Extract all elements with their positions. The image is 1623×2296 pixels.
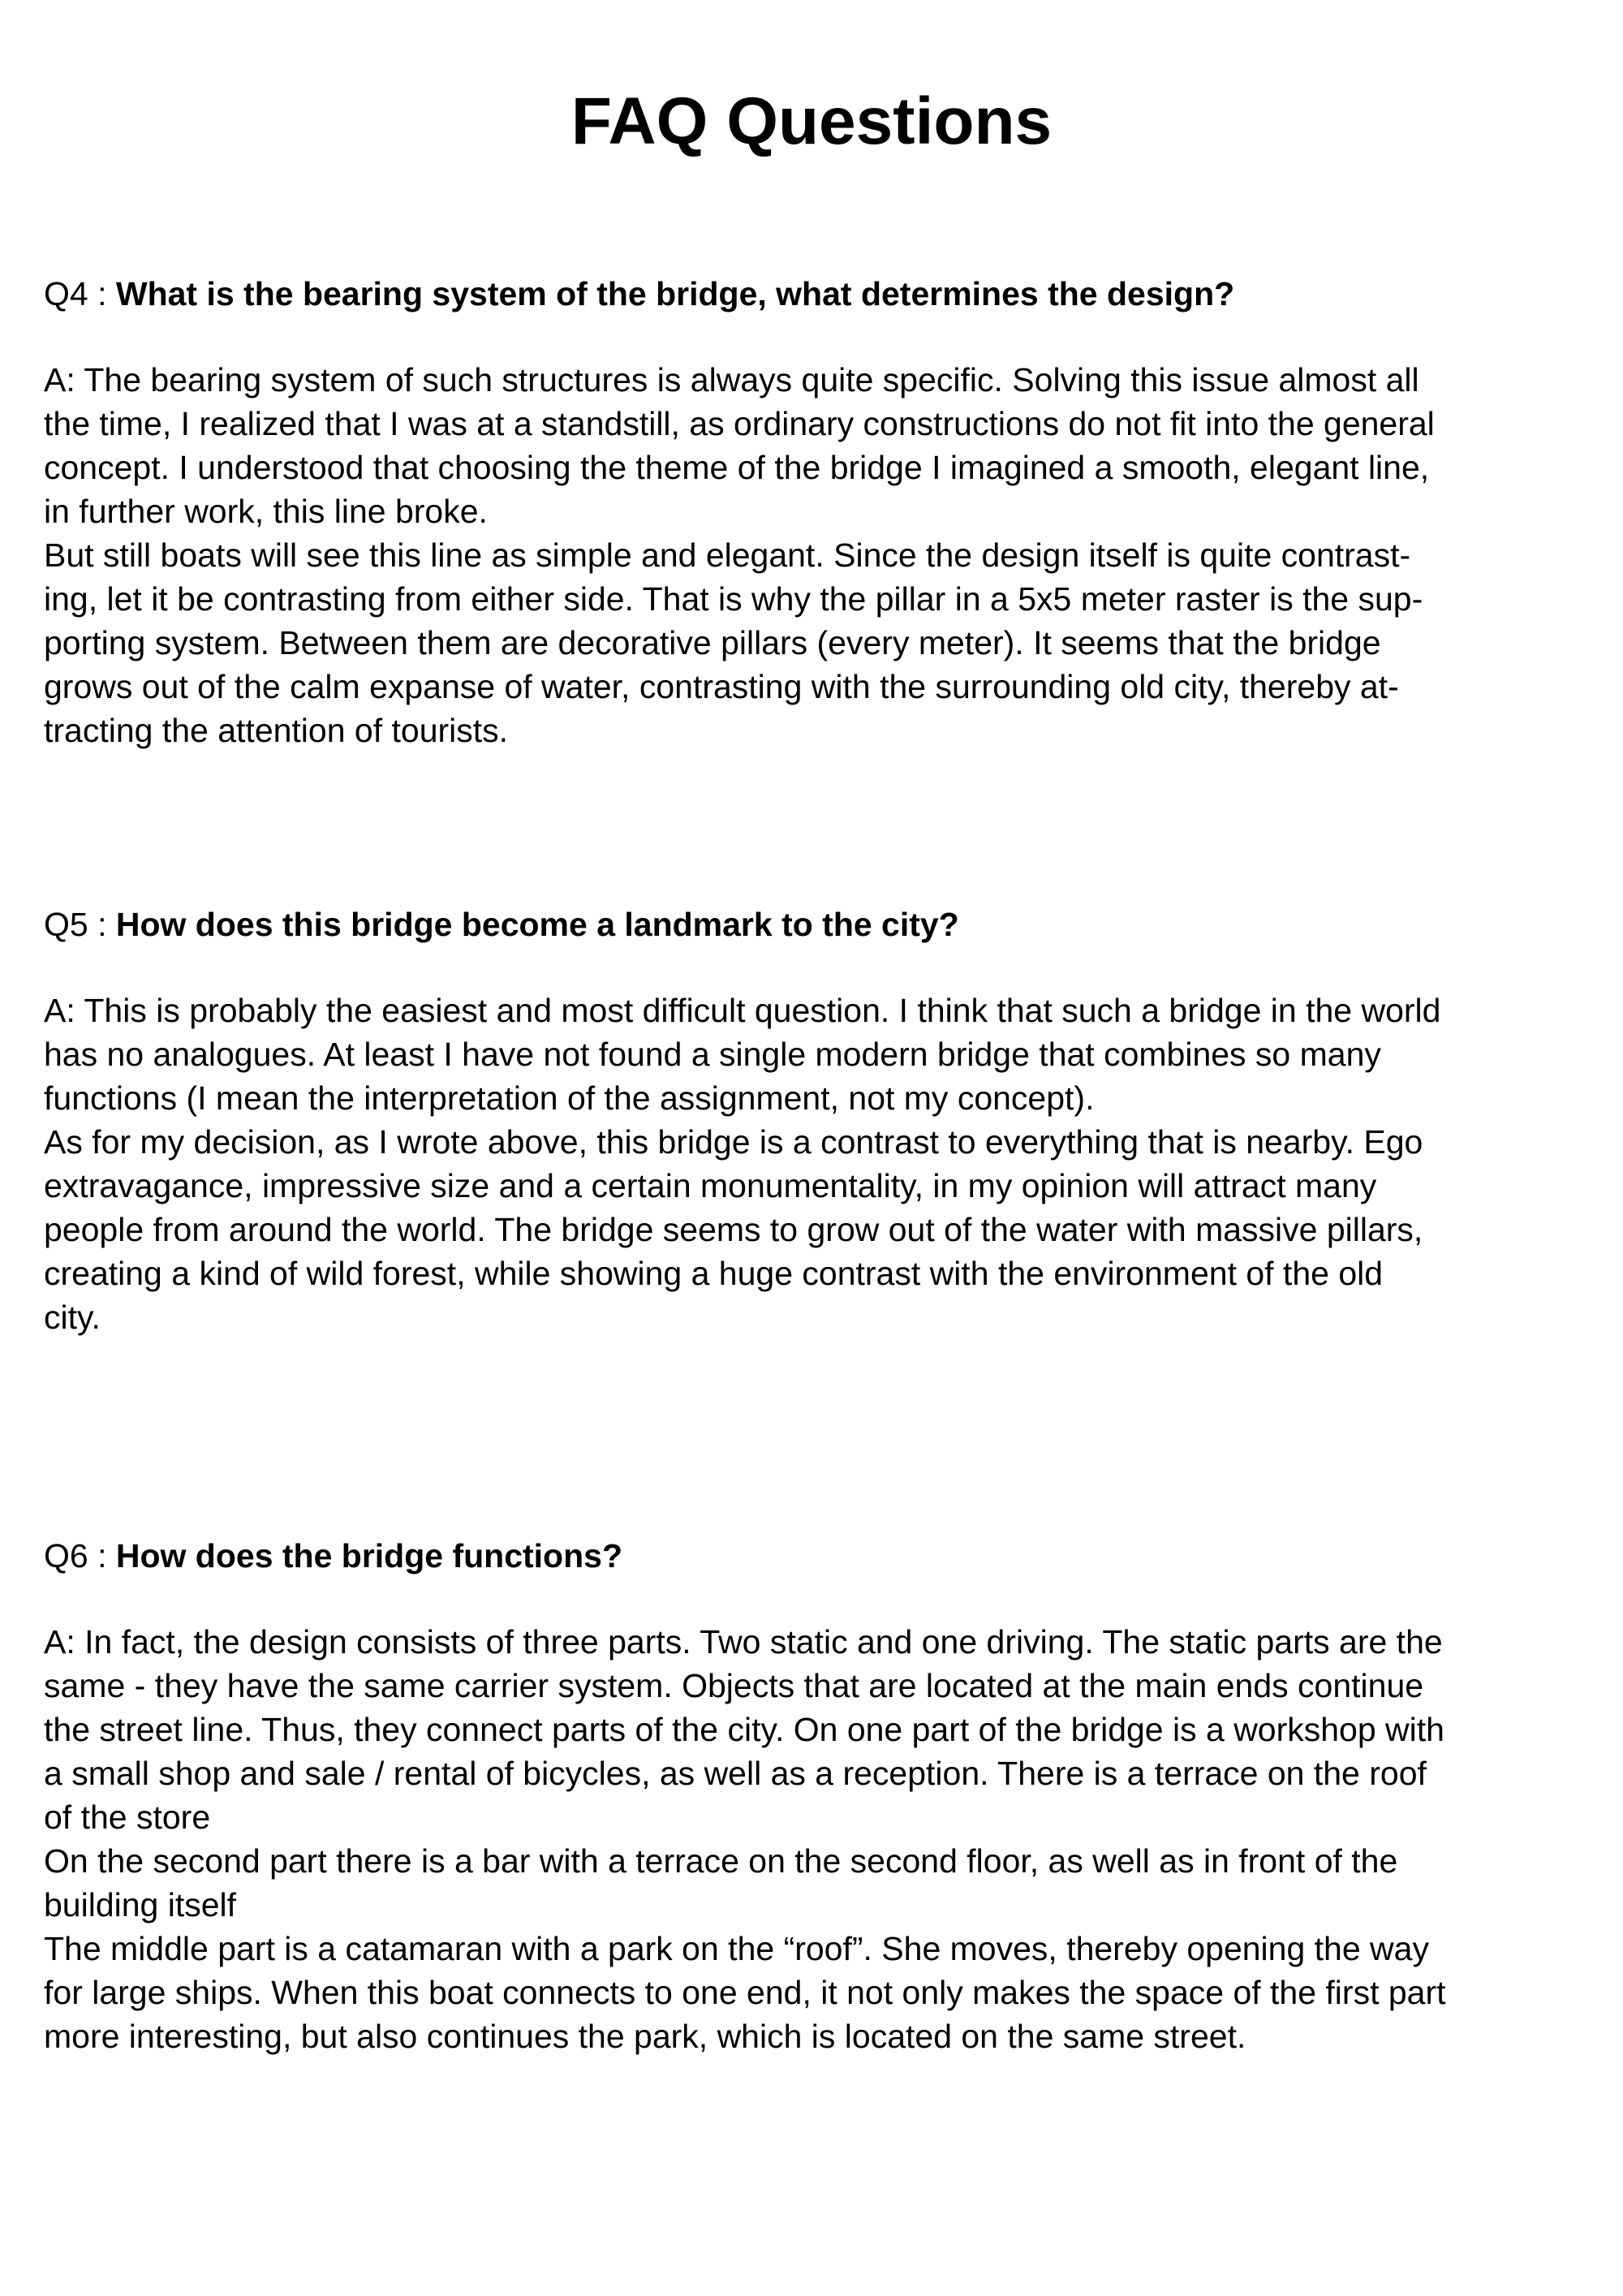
answer-q6 [44, 1620, 1586, 2058]
answer-paragraph: On the second part there is a bar with a terrace on the second floor, as well as in front of the building itself [44, 1842, 1398, 1923]
question-text: How does the bridge functions? [115, 1537, 622, 1574]
answer-paragraph: As for my decision, as I wrote above, this bridge is a contrast to everything that is nearby. Ego extravagance, impressive size and a certain monumentality, in my opinion will attract many people from around the world. The bridge seems to grow out of the water with massive pillars, creating a kind of wild forest, while showing a huge contrast with the environment of the old city. [44, 1123, 1423, 1336]
question-prefix: Q4 : [44, 275, 116, 312]
answer-paragraph: But still boats will see this line as simple and elegant. Since the design itself is quite contrast- ing, let it be contrasting from either side. That is why the pillar in a 5x5 meter raster is the sup- porting system. Between them are decorative pillars (every meter). It seems that the bridge grows out of the calm expanse of water, contrasting with the surrounding old city, thereby at- tracting the attention of tourists. [44, 536, 1423, 749]
question-prefix: Q5 : [44, 906, 116, 943]
answer-paragraph: A: In fact, the design consists of three parts. Two static and one driving. The static parts are the same - they have the same carrier system. Objects that are located at the main ends continue the street line. Thus, they connect parts of the city. On one part of the bridge is a workshop with a small shop and sale / rental of bicycles, as well as a reception. There is a terrace on the roof of the store [44, 1623, 1444, 1836]
question-text: How does this bridge become a landmark to the city? [115, 906, 959, 943]
answer-paragraph: A: This is probably the easiest and most difficult question. I think that such a bridge in the world has no analogues. At least I have not found a single modern bridge that combines so many functions (I mean the interpretation of the assignment, not my concept). [44, 992, 1441, 1117]
question-prefix: Q6 : [44, 1537, 116, 1574]
page-title: FAQ Questions [570, 84, 1053, 158]
faq-item-q4 [44, 272, 1586, 752]
faq-item-q6 [44, 1534, 1586, 2058]
question-q6 [44, 1534, 1586, 1578]
answer-paragraph: The middle part is a catamaran with a park on the “roof”. She moves, thereby opening the way for large ships. When this boat connects to one end, it not only makes the space of the first part more interesting, but also continues the park, which is located on the same street. [44, 1930, 1446, 2055]
faq-item-q5 [44, 902, 1586, 1339]
answer-q4 [44, 358, 1586, 752]
question-q5 [44, 902, 1586, 946]
question-q4 [44, 272, 1586, 316]
answer-paragraph: A: The bearing system of such structures is always quite specific. Solving this issue almost all the time, I realized that I was at a standstill, as ordinary constructions do not fit into the general concept. I understood that choosing the theme of the bridge I imagined a smooth, elegant line, in further work, this line broke. [44, 361, 1435, 530]
question-text: What is the bearing system of the bridge, what determines the design? [115, 275, 1235, 312]
answer-q5 [44, 989, 1586, 1339]
